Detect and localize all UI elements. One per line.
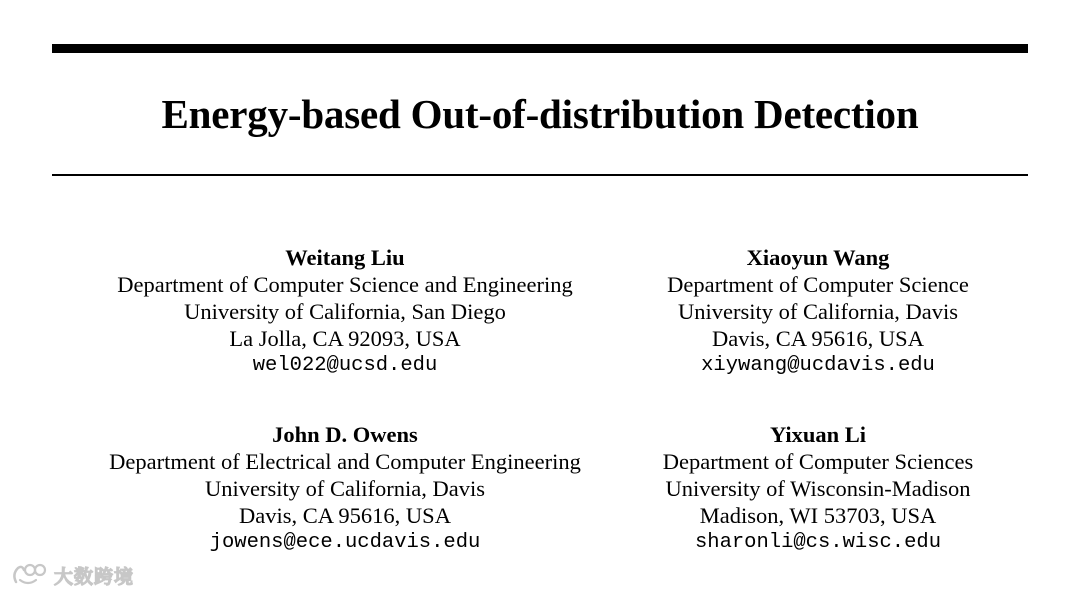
author-name: Weitang Liu xyxy=(285,245,405,270)
author-address: Madison, WI 53703, USA xyxy=(699,503,937,528)
author-name: Xiaoyun Wang xyxy=(746,245,890,270)
author-block xyxy=(70,421,620,556)
author-department: Department of Electrical and Computer Engineering xyxy=(109,449,581,474)
watermark-logo-icon xyxy=(10,562,48,588)
watermark-text: 大数跨境 xyxy=(54,565,135,588)
author-institution: University of California, San Diego xyxy=(184,299,506,324)
author-institution: University of California, Davis xyxy=(205,476,485,501)
author-institution: University of Wisconsin-Madison xyxy=(665,476,971,501)
author-institution: University of California, Davis xyxy=(678,299,958,324)
watermark xyxy=(10,560,134,590)
author-email: wel022@ucsd.edu xyxy=(252,354,438,377)
author-department: Department of Computer Science xyxy=(667,272,969,297)
author-address: Davis, CA 95616, USA xyxy=(712,326,924,351)
title-rule-bottom xyxy=(52,174,1028,176)
author-email: sharonli@cs.wisc.edu xyxy=(694,531,942,554)
author-name: John D. Owens xyxy=(272,422,418,447)
author-block xyxy=(70,244,620,379)
author-email: xiywang@ucdavis.edu xyxy=(701,354,935,377)
author-address: La Jolla, CA 92093, USA xyxy=(229,326,461,351)
author-department: Department of Computer Sciences xyxy=(662,449,974,474)
title-rule-top xyxy=(52,44,1028,53)
author-block xyxy=(618,421,1018,556)
author-address: Davis, CA 95616, USA xyxy=(239,503,451,528)
paper-title: Energy-based Out-of-distribution Detection xyxy=(161,91,919,137)
author-block xyxy=(618,244,1018,379)
author-email: jowens@ece.ucdavis.edu xyxy=(209,531,481,554)
author-department: Department of Computer Science and Engineering xyxy=(117,272,573,297)
author-name: Yixuan Li xyxy=(769,422,867,447)
